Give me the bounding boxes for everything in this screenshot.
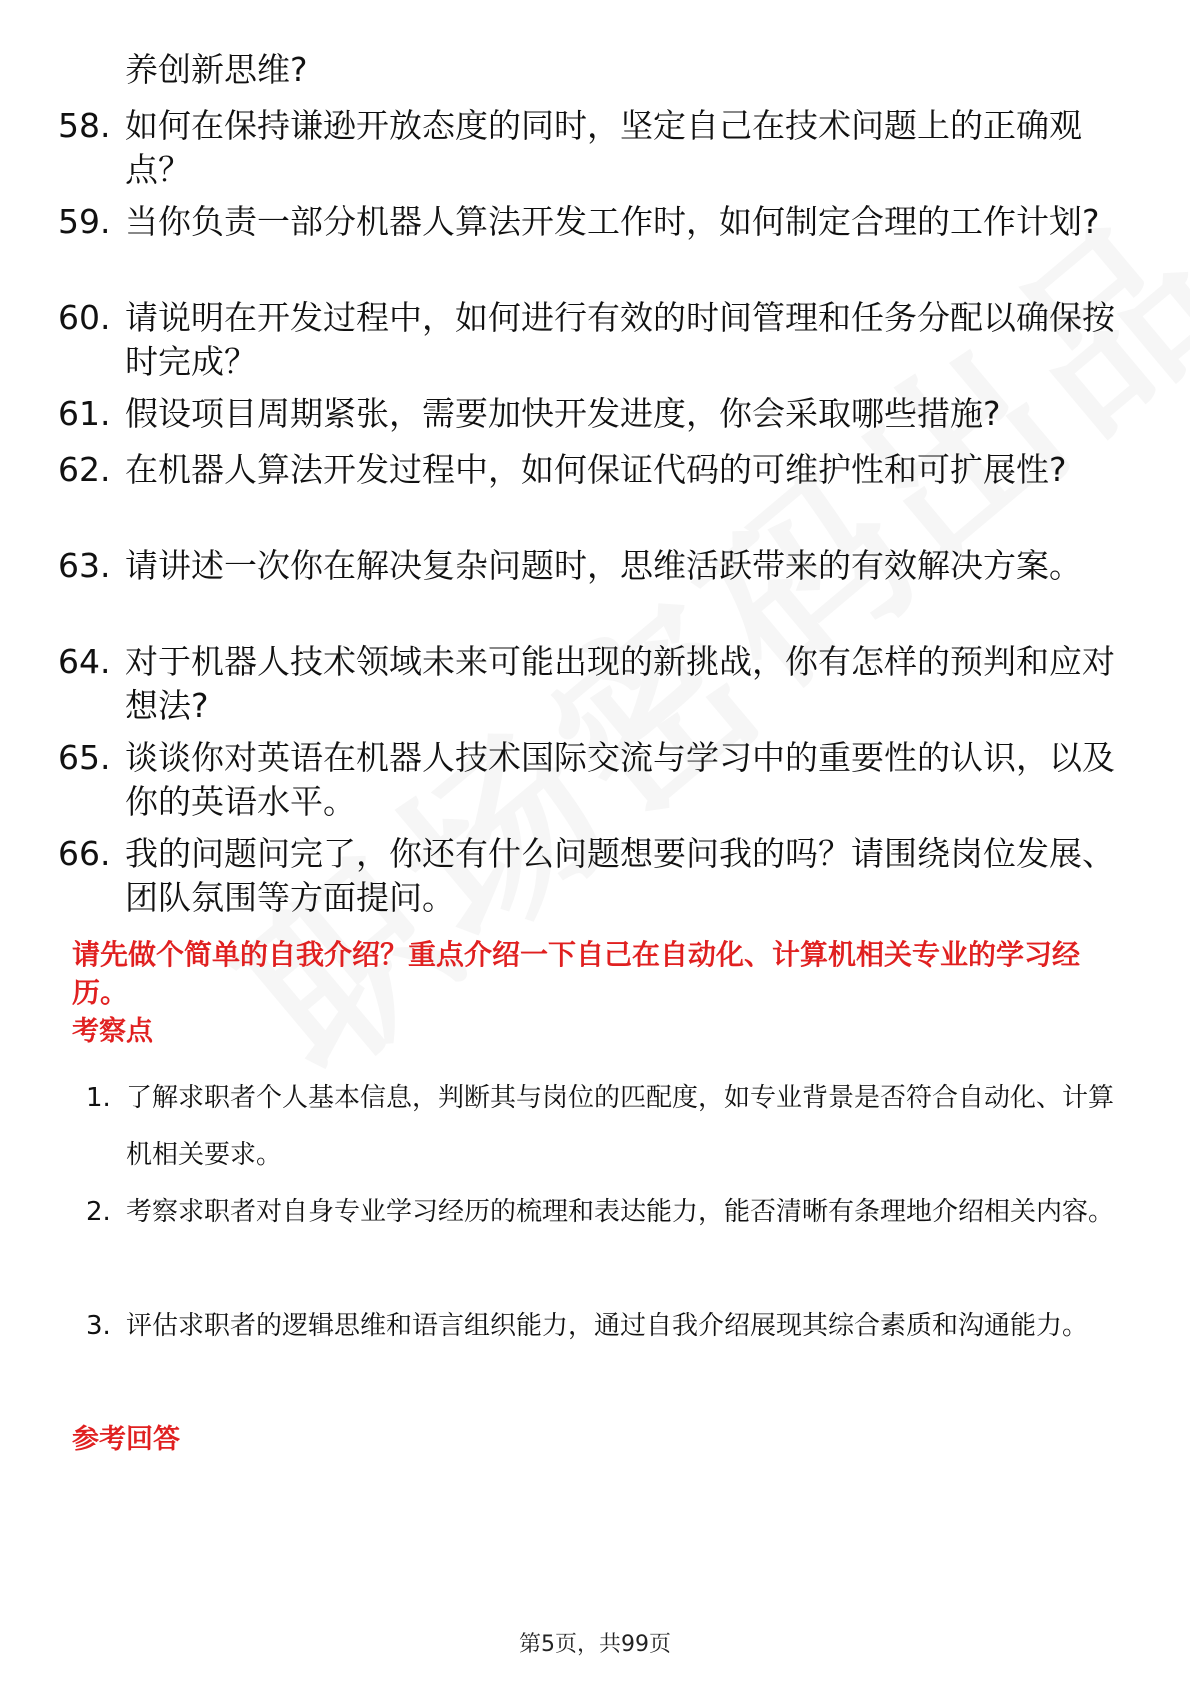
question-item: [58, 544, 1118, 588]
question-number: 63.: [58, 546, 111, 585]
point-text: 评估求职者的逻辑思维和语言组织能力，通过自我介绍展现其综合素质和沟通能力。: [126, 1311, 1089, 1341]
point-item: [86, 1184, 1126, 1241]
section-title-points: 考察点: [72, 1016, 153, 1047]
question-item: [58, 392, 1118, 436]
page-footer: 第5页，共99页: [519, 1632, 671, 1657]
question-text: 谈谈你对英语在机器人技术国际交流与学习中的重要性的认识，以及你的英语水平。: [125, 738, 1115, 821]
point-text: 了解求职者个人基本信息，判断其与岗位的匹配度，如专业背景是否符合自动化、计算机相关要求。: [126, 1083, 1115, 1170]
question-heading: 请先做个简单的自我介绍？重点介绍一下自己在自动化、计算机相关专业的学习经历。: [72, 938, 1081, 1009]
continuation-text: 养创新思维?: [125, 50, 308, 89]
question-text: 假设项目周期紧张，需要加快开发进度，你会采取哪些措施?: [125, 394, 1001, 433]
question-number: 61.: [58, 394, 111, 433]
question-text: 我的问题问完了，你还有什么问题想要问我的吗？请围绕岗位发展、团队氛围等方面提问。: [125, 834, 1115, 917]
question-text: 请说明在开发过程中，如何进行有效的时间管理和任务分配以确保按时完成？: [125, 298, 1115, 381]
point-number: 2.: [86, 1197, 111, 1227]
question-number: 62.: [58, 450, 111, 489]
question-text: 请讲述一次你在解决复杂问题时，思维活跃带来的有效解决方案。: [125, 546, 1082, 585]
question-text: 当你负责一部分机器人算法开发工作时，如何制定合理的工作计划?: [125, 202, 1100, 241]
question-item: [58, 200, 1118, 244]
question-item: [58, 296, 1118, 384]
point-item: [86, 1298, 1126, 1355]
question-text: 如何在保持谦逊开放态度的同时，坚定自己在技术问题上的正确观点？: [125, 106, 1082, 189]
question-number: 60.: [58, 298, 111, 337]
question-number: 66.: [58, 834, 111, 873]
question-item: [58, 640, 1118, 728]
question-item: [58, 104, 1118, 192]
question-item: [58, 832, 1118, 920]
question-number: 58.: [58, 106, 111, 145]
question-item: [58, 736, 1118, 824]
point-number: 3.: [86, 1311, 111, 1341]
question-item: [58, 448, 1118, 492]
question-text: 对于机器人技术领域未来可能出现的新挑战，你有怎样的预判和应对想法?: [125, 642, 1115, 725]
question-text: 在机器人算法开发过程中，如何保证代码的可维护性和可扩展性?: [125, 450, 1067, 489]
point-text: 考察求职者对自身专业学习经历的梳理和表达能力，能否清晰有条理地介绍相关内容。: [126, 1197, 1115, 1227]
question-number: 59.: [58, 202, 111, 241]
question-number: 65.: [58, 738, 111, 777]
point-item: [86, 1070, 1126, 1184]
point-number: 1.: [86, 1083, 111, 1113]
section-title-answer: 参考回答: [72, 1424, 180, 1455]
question-number: 64.: [58, 642, 111, 681]
